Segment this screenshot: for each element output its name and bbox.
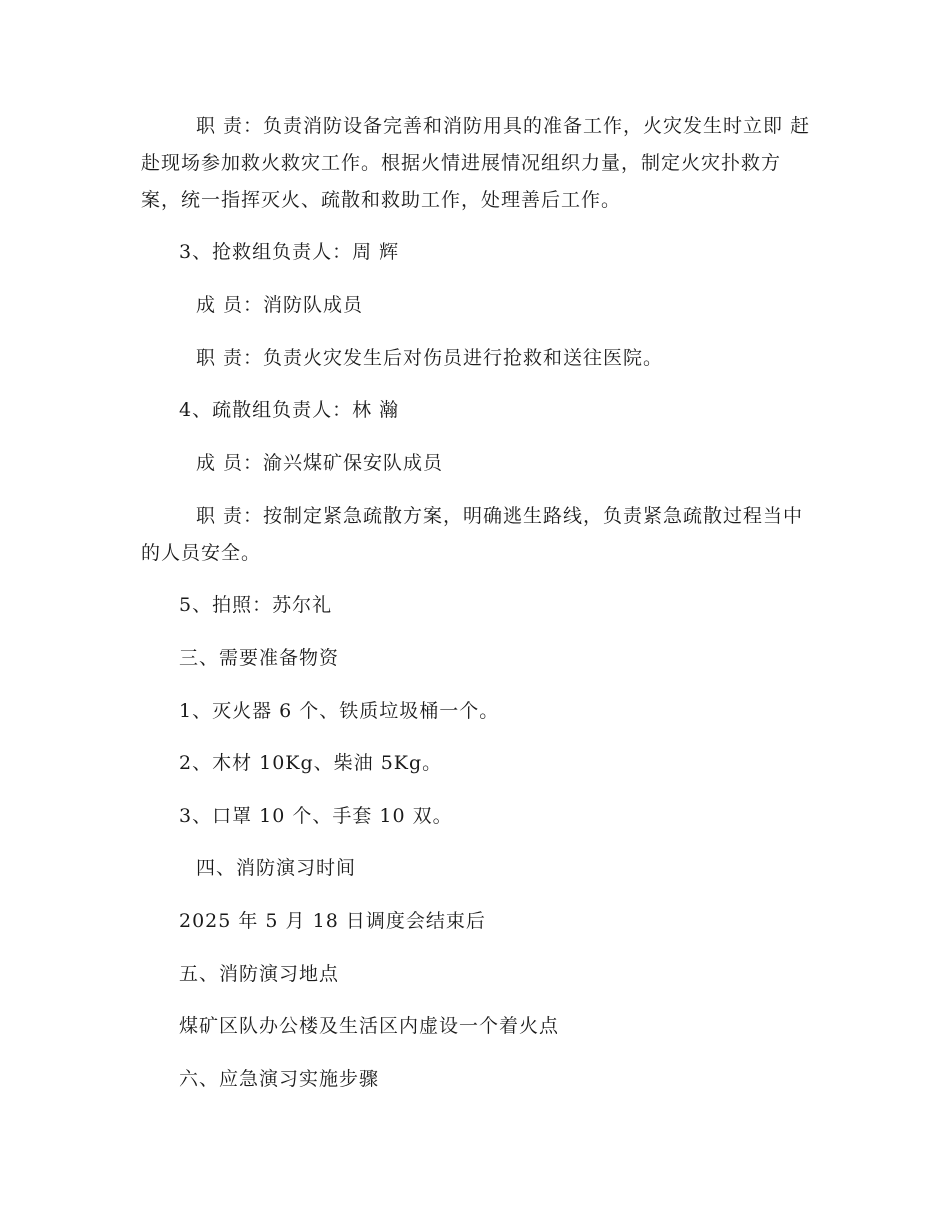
paragraph-evacuation-members: 成 员：渝兴煤矿保安队成员 (196, 452, 444, 474)
paragraph-photography: 5、拍照：苏尔礼 (179, 594, 333, 616)
heading-materials: 三、需要准备物资 (179, 647, 340, 669)
list-item-masks-gloves: 3、口罩 10 个、手套 10 双。 (179, 805, 453, 827)
paragraph-drill-time-value: 2025 年 5 月 18 日调度会结束后 (179, 910, 486, 932)
heading-drill-time: 四、消防演习时间 (196, 857, 357, 879)
paragraph-duties-command: 职 责：负责消防设备完善和消防用具的准备工作，火灾发生时立即 赶赴现场参加救火救灾工作。根据火情进展情况组织力量，制定火灾扑救方案，统一指挥灭火、疏散和救助工作，处理善后工作。 (141, 115, 811, 211)
list-item-extinguishers: 1、灭火器 6 个、铁质垃圾桶一个。 (179, 700, 500, 722)
heading-drill-steps: 六、应急演习实施步骤 (179, 1068, 380, 1090)
list-item-wood-diesel: 2、木材 10Kg、柴油 5Kg。 (179, 752, 443, 774)
paragraph-evacuation-group-leader: 4、疏散组负责人：林 瀚 (179, 399, 400, 421)
paragraph-drill-location-value: 煤矿区队办公楼及生活区内虚设一个着火点 (179, 1015, 560, 1037)
paragraph-evacuation-duties: 职 责：按制定紧急疏散方案，明确逃生路线，负责紧急疏散过程当中的人员安全。 (141, 505, 804, 564)
paragraph-rescue-group-leader: 3、抢救组负责人：周 辉 (179, 241, 400, 263)
paragraph-rescue-duties: 职 责：负责火灾发生后对伤员进行抢救和送往医院。 (196, 347, 664, 369)
paragraph-rescue-members: 成 员：消防队成员 (196, 294, 364, 316)
heading-drill-location: 五、消防演习地点 (179, 963, 340, 985)
